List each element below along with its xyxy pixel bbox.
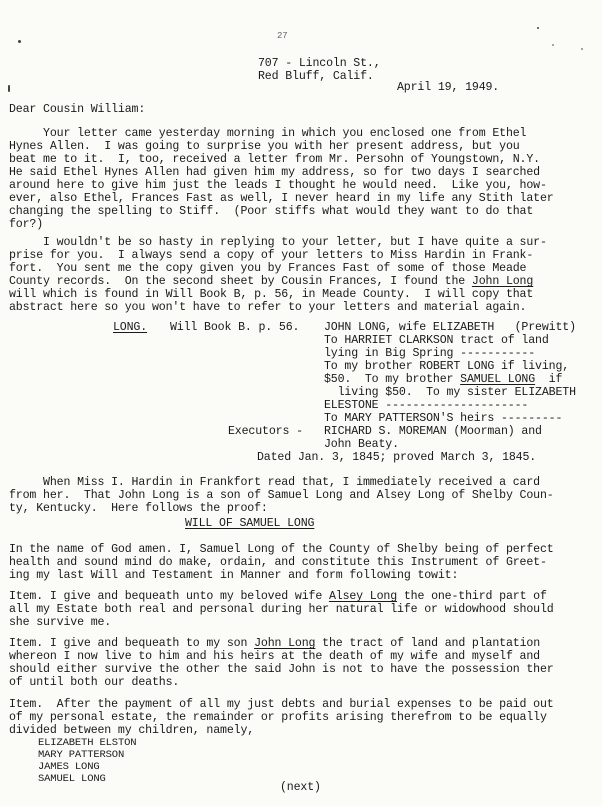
will-title: WILL OF SAMUEL LONG xyxy=(185,517,315,530)
text-line: divided between my children, namely, xyxy=(9,724,255,737)
abstract-line: living $50. To my sister ELIZABETH xyxy=(324,386,576,399)
text-line: beat me to it. I, too, received a letter from Mr. Persohn of Youngstown, N.Y. xyxy=(9,153,540,166)
abstract-line: $50. To my brother SAMUEL LONG if xyxy=(324,373,563,386)
abstract-line: lying in Big Spring ----------- xyxy=(324,347,536,360)
abstract-line: To my brother ROBERT LONG if living, xyxy=(324,360,570,373)
text-line: Hynes Allen. I was going to surprise you with her present address, but you xyxy=(9,140,520,153)
underlined-name: SAMUEL LONG xyxy=(460,373,536,386)
list-item: JAMES LONG xyxy=(38,761,100,773)
underlined-name: Alsey Long xyxy=(328,590,398,603)
text-line: ty, Kentucky. Here follows the proof: xyxy=(9,502,268,515)
scan-speck xyxy=(552,44,554,46)
sender-address xyxy=(258,57,381,83)
will-paragraph-3 xyxy=(9,637,554,689)
text-line: changing the spelling to Stiff. (Poor stiffs what would they want to do that xyxy=(9,205,534,218)
text-line: prise for you. I always send a copy of your letters to Miss Hardin in Frank- xyxy=(9,249,534,262)
text-line: Your letter came yesterday morning in which you enclosed one from Ethel xyxy=(9,127,527,140)
text-line: In the name of God amen. I, Samuel Long of the County of Shelby being of perfect xyxy=(9,543,554,556)
scan-speck xyxy=(537,27,539,29)
abstract-line: To HARRIET CLARKSON tract of land xyxy=(324,334,549,347)
text-line: abstract here so you won't have to refer to your letters and material again. xyxy=(9,301,527,314)
underlined-name: John Long xyxy=(254,637,316,650)
abstract-body xyxy=(324,321,576,451)
executors-line: John Beaty. xyxy=(324,438,399,451)
scan-speck xyxy=(8,85,10,92)
executors-label: Executors - xyxy=(228,425,303,438)
scan-speck xyxy=(18,40,21,43)
text-line: fort. You sent me the copy given you by Frances Fast of some of those Meade xyxy=(9,262,527,275)
abstract-line: JOHN LONG, wife ELIZABETH (Prewitt) xyxy=(324,321,576,334)
underlined-name: John Long xyxy=(471,275,534,288)
text-line: whereon I now live to him and his heirs at the death of my wife and myself and xyxy=(9,650,540,663)
text-line: ing my last Will and Testament in Manner and form following towit: xyxy=(9,569,459,582)
salutation: Dear Cousin William: xyxy=(9,103,146,116)
text-line: for?) xyxy=(9,218,44,231)
list-item: SAMUEL LONG xyxy=(38,773,106,785)
text-line: When Miss I. Hardin in Frankfort read that, I immediately received a card xyxy=(9,476,540,489)
will-paragraph-1 xyxy=(9,543,554,582)
text-line: she survive me. xyxy=(9,616,112,629)
executors-line: RICHARD S. MOREMAN (Moorman) and xyxy=(324,425,542,438)
text-line: around here to give him just the leads I thought he would need. Like you, how- xyxy=(9,179,547,192)
footer-next: (next) xyxy=(280,781,321,794)
children-list xyxy=(38,737,136,785)
text-line: I wouldn't be so hasty in replying to your letter, but I have quite a sur- xyxy=(9,236,547,249)
text-line: Item. After the payment of all my just debts and burial expenses to be paid out xyxy=(9,698,554,711)
scan-speck xyxy=(581,48,583,50)
abstract-heading: LONG. xyxy=(113,321,148,334)
text-line: He said Ethel Hynes Allen had given him my address, so for two days I searched xyxy=(9,166,540,179)
text-line: will which is found in Will Book B, p. 56, in Meade County. I will copy that xyxy=(9,288,534,301)
abstract-reference: Will Book B. p. 56. xyxy=(170,321,300,334)
text-line: of until both our deaths. xyxy=(9,676,180,689)
paragraph-2 xyxy=(9,236,547,314)
list-item: ELIZABETH ELSTON xyxy=(38,737,137,749)
abstract-line: ELESTONE --------------------- xyxy=(324,399,529,412)
paragraph-3 xyxy=(9,476,554,515)
page-number: 27 xyxy=(277,31,288,41)
paragraph-1 xyxy=(9,127,554,231)
text-line: from her. That John Long is a son of Samuel Long and Alsey Long of Shelby Coun- xyxy=(9,489,554,502)
address-line: 707 - Lincoln St., xyxy=(258,57,381,70)
text-line: should either survive the other the said John is not to have the possession ther xyxy=(9,663,554,676)
address-line: Red Bluff, Calif. xyxy=(258,70,374,83)
text-line: Item. I give and bequeath to my son John Long the tract of land and plantation xyxy=(9,637,541,650)
list-item: MARY PATTERSON xyxy=(38,749,125,761)
text-line: health and sound mind do make, ordain, and constitute this Instrument of Greet- xyxy=(9,556,547,569)
letter-date: April 19, 1949. xyxy=(397,81,500,94)
will-paragraph-4 xyxy=(9,698,554,737)
text-line: of my personal estate, the remainder or profits arising therefrom to be equally xyxy=(9,711,547,724)
text-line: Item. I give and bequeath unto my beloved wife Alsey Long the one-third part of xyxy=(9,590,547,603)
text-line: County records. On the second sheet by Cousin Frances, I found the John Long xyxy=(9,275,534,288)
text-line: all my Estate both real and personal during her natural life or widowhood should xyxy=(9,603,554,616)
will-paragraph-2 xyxy=(9,590,554,629)
text-line: ever, also Ethel, Frances Fast as well, I never heard in my life any Stith later xyxy=(9,192,554,205)
abstract-line: To MARY PATTERSON'S heirs --------- xyxy=(324,412,563,425)
abstract-dated: Dated Jan. 3, 1845; proved March 3, 1845. xyxy=(257,451,537,464)
